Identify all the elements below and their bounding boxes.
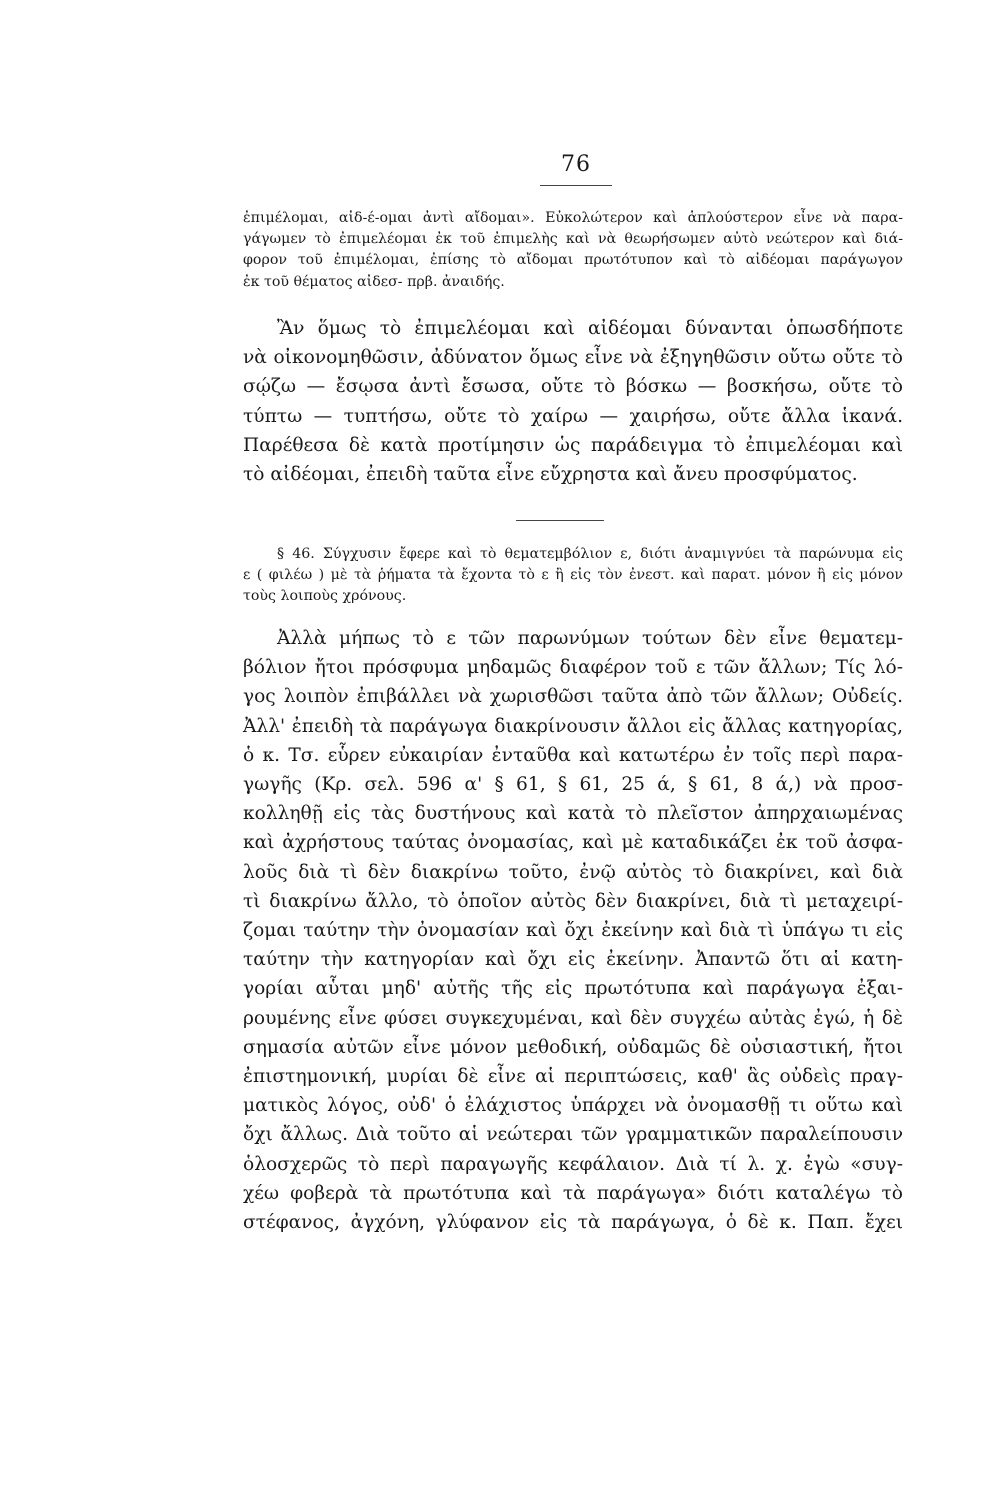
text-line: σημασία αὐτῶν εἶνε μόνον μεθοδική, οὐδαμῶς δὲ οὐσιαστική, ἤτοι bbox=[243, 1036, 903, 1058]
text-line: τύπτω — τυπτήσω, οὔτε τὸ χαίρω — χαιρήσω, οὔτε ἄλλα ἱκανά. bbox=[243, 405, 903, 427]
text-line: ἐπιστημονική, μυρίαι δὲ εἶνε αἱ περιπτώσεις, καθ' ἃς οὐδεὶς πραγ- bbox=[243, 1066, 903, 1088]
text-line: σῴζω — ἔσῳσα ἀντὶ ἔσωσα, οὔτε τὸ βόσκω — βοσκήσω, οὔτε τὸ bbox=[243, 376, 903, 398]
paragraph-1 bbox=[243, 314, 903, 489]
text-line: Ἂν ὅμως τὸ ἐπιμελέομαι καὶ αἰδέομαι δύνανται ὁπωσδήποτε bbox=[277, 318, 903, 339]
text-line: τὶ διακρίνω ἄλλο, τὸ ὁποῖον αὐτὸς δὲν διακρίνει, διὰ τὶ μεταχειρί- bbox=[243, 890, 903, 912]
text-line: ὄχι ἄλλως. Διὰ τοῦτο αἱ νεώτεραι τῶν γραμματικῶν παραλείπουσιν bbox=[243, 1124, 903, 1146]
text-line: γος λοιπὸν ἐπιβάλλει νὰ χωρισθῶσι ταῦτα ἀπὸ τῶν ἄλλων; Οὐδείς. bbox=[243, 686, 903, 708]
text-line: ὁ κ. Τσ. εὗρεν εὐκαιρίαν ἐνταῦθα καὶ κατωτέρω ἐν τοῖς περὶ παρα- bbox=[243, 744, 903, 766]
page-number-rule bbox=[540, 185, 612, 186]
text-line: γωγῆς (Κρ. σελ. 596 α' § 61, § 61, 25 ά, § 61, 8 ά,) νὰ προσ- bbox=[243, 774, 903, 796]
text-line: Παρέθεσα δὲ κατὰ προτίμησιν ὡς παράδειγμα τὸ ἐπιμελέομαι καὶ bbox=[243, 434, 903, 456]
note-top bbox=[243, 208, 903, 293]
paragraph-2 bbox=[243, 624, 903, 1237]
page-number: 76 bbox=[561, 152, 591, 177]
text-line: ζομαι ταύτην τὴν ὀνομασίαν καὶ ὄχι ἐκείνην καὶ διὰ τὶ ὑπάγω τι εἰς bbox=[243, 920, 903, 942]
text-line: ἐπιμέλομαι, αἰδ-έ-ομαι ἀντὶ αἴδομαι». Εὐκολώτερον καὶ ἁπλούστερον εἶνε νὰ παρα- bbox=[243, 210, 903, 226]
text-line: γάγωμεν τὸ ἐπιμελέομαι ἐκ τοῦ ἐπιμελὴς καὶ νὰ θεωρήσωμεν αὐτὸ νεώτερον καὶ διά- bbox=[243, 231, 903, 248]
text-line: ε ( φιλέω ) μὲ τὰ ῥήματα τὰ ἔχοντα τὸ ε ἢ εἰς τὸν ἐνεστ. καὶ παρατ. μόνον ἢ εἰς μόνον bbox=[243, 567, 903, 584]
section-46 bbox=[243, 544, 903, 608]
text-line: τοὺς λοιποὺς χρόνους. bbox=[243, 588, 407, 605]
text-line: βόλιον ἤτοι πρόσφυμα μηδαμῶς διαφέρον τοῦ ε τῶν ἄλλων; Τίς λό- bbox=[243, 657, 903, 679]
text-line: νὰ οἰκονομηθῶσιν, ἀδύνατον ὅμως εἶνε νὰ ἐξηγηθῶσιν οὔτω οὔτε τὸ bbox=[243, 347, 903, 369]
text-line: λοῦς διὰ τὶ δὲν διακρίνω τοῦτο, ἐνῷ αὐτὸς τὸ διακρίνει, καὶ διὰ bbox=[243, 861, 903, 883]
section-divider bbox=[516, 520, 604, 521]
text-line: χέω φοβερὰ τὰ πρωτότυπα καὶ τὰ παράγωγα» διότι καταλέγω τὸ bbox=[243, 1182, 903, 1204]
text-line: Ἀλλ' ἐπειδὴ τὰ παράγωγα διακρίνουσιν ἄλλοι εἰς ἄλλας κατηγορίας, bbox=[243, 715, 903, 737]
text-line: Ἀλλὰ μήπως τὸ ε τῶν παρωνύμων τούτων δὲν εἶνε θεματεμ- bbox=[277, 628, 903, 649]
text-line: ρουμένης εἶνε φύσει συγκεχυμέναι, καὶ δὲν συγχέω αὐτὰς ἐγώ, ἡ δὲ bbox=[243, 1007, 903, 1029]
text-line: στέφανος, ἀγχόνη, γλύφανον εἰς τὰ παράγωγα, ὁ δὲ κ. Παπ. ἔχει bbox=[243, 1212, 903, 1234]
text-line: γορίαι αὗται μηδ' αὐτῆς τῆς εἰς πρωτότυπα καὶ παράγωγα ἐξαι- bbox=[243, 978, 903, 1000]
text-line: φορον τοῦ ἐπιμέλομαι, ἐπίσης τὸ αἴδομαι πρωτότυπον καὶ τὸ αἰδέομαι παράγωγον bbox=[243, 252, 903, 269]
text-line: ἐκ τοῦ θέματος αἰδεσ- πρβ. ἀναιδής. bbox=[243, 273, 505, 290]
text-line: καὶ ἀχρήστους ταύτας ὀνομασίας, καὶ μὲ καταδικάζει ἐκ τοῦ ἀσφα- bbox=[243, 832, 903, 854]
text-line: ὁλοσχερῶς τὸ περὶ παραγωγῆς κεφάλαιον. Διὰ τί λ. χ. ἐγὼ «συγ- bbox=[243, 1153, 903, 1175]
text-line: κολληθῇ εἰς τὰς δυστήνους καὶ κατὰ τὸ πλεῖστον ἀπηρχαιωμένας bbox=[243, 803, 903, 825]
text-line: τὸ αἰδέομαι, ἐπειδὴ ταῦτα εἶνε εὔχρηστα καὶ ἄνευ προσφύματος. bbox=[243, 464, 858, 486]
text-line: ταύτην τὴν κατηγορίαν καὶ ὄχι εἰς ἐκείνην. Ἀπαντῶ ὅτι αἱ κατη- bbox=[243, 949, 903, 971]
text-line: § 46. Σύγχυσιν ἔφερε καὶ τὸ θεματεμβόλιον ε, διότι ἀναμιγνύει τὰ παρώνυμα εἰς bbox=[277, 546, 903, 562]
text-line: ματικὸς λόγος, οὐδ' ὁ ἐλάχιστος ὑπάρχει νὰ ὀνομασθῇ τι οὕτω καὶ bbox=[243, 1095, 903, 1117]
